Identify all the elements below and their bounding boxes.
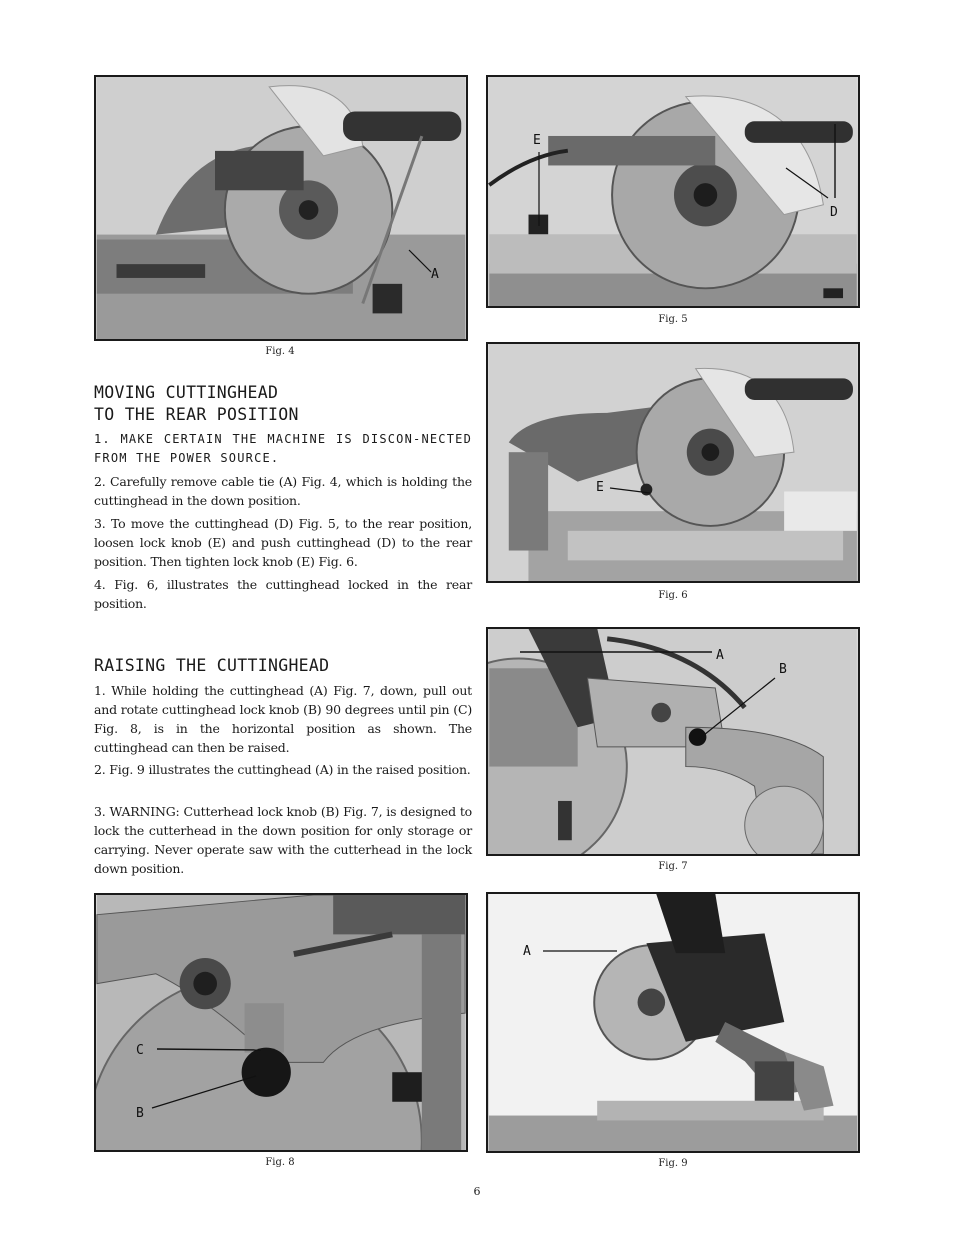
section2-step1: 1. While holding the cuttinghead (A) Fig. 7, down, pull out and rotate cuttinghead lock knob (B) 90 degrees until pin (C) Fig. 8, is in the horizontal position as shown. The cuttinghead can then be raised. (94, 683, 472, 755)
fig5-caption: Fig. 5 (658, 314, 688, 325)
section1-heading-line1: MOVING CUTTINGHEAD (94, 383, 279, 402)
fig8-leader-line-b (150, 1072, 260, 1112)
fig6-label-e: E (596, 480, 604, 495)
fig9-leader-line-a (541, 944, 621, 958)
fig9-label-a: A (523, 944, 531, 959)
figure-4-photo (94, 75, 468, 341)
cuttinghead-raised-illustration (488, 894, 858, 1151)
fig8-label-b: B (136, 1106, 144, 1121)
section1-step1: 1. MAKE CERTAIN THE MACHINE IS DISCON-NECTED FROM THE POWER SOURCE. (94, 432, 472, 465)
fig8-caption: Fig. 8 (265, 1157, 295, 1168)
fig6-leader-line-e (608, 483, 653, 497)
page-number: 6 (473, 1185, 481, 1198)
lock-knob-closeup-illustration (488, 629, 858, 854)
miter-saw-down-illustration (96, 77, 466, 339)
figure-6-photo (486, 342, 860, 583)
fig5-label-d: D (830, 205, 838, 220)
figure-8-photo (94, 893, 468, 1152)
section1-step4: 4. Fig. 6, illustrates the cuttinghead locked in the rear position. (94, 577, 472, 611)
figure-7-photo (486, 627, 860, 856)
section2-step3: 3. WARNING: Cutterhead lock knob (B) Fig. 7, is designed to lock the cutterhead in the down position for only storage or carrying. Never operate saw with the cutterhead in the lock down position. (94, 804, 472, 876)
section1-step2: 2. Carefully remove cable tie (A) Fig. 4, which is holding the cuttinghead in the down position. (94, 474, 472, 508)
fig7-leader-line-a (518, 645, 718, 659)
cuttinghead-rear-locked-illustration (488, 344, 858, 581)
fig4-caption: Fig. 4 (265, 346, 295, 357)
fig8-label-c: C (136, 1043, 144, 1058)
fig5-leader-line-d (780, 120, 840, 205)
fig4-leader-line-a (405, 248, 435, 278)
section1-heading-line2: TO THE REAR POSITION (94, 405, 299, 424)
fig5-label-e: E (533, 133, 541, 148)
fig5-leader-line-e (533, 150, 547, 230)
section2-step2: 2. Fig. 9 illustrates the cuttinghead (A) in the raised position. (94, 762, 471, 777)
fig7-leader-line-b (695, 675, 780, 745)
section2-heading: RAISING THE CUTTINGHEAD (94, 656, 330, 675)
fig7-label-b: B (779, 662, 787, 677)
fig7-label-a: A (716, 648, 724, 663)
figure-9-photo (486, 892, 860, 1153)
fig9-caption: Fig. 9 (658, 1158, 688, 1169)
fig4-label-a: A (431, 267, 439, 282)
fig6-caption: Fig. 6 (658, 590, 688, 601)
fig7-caption: Fig. 7 (658, 861, 688, 872)
section1-step3: 3. To move the cuttinghead (D) Fig. 5, to the rear position, loosen lock knob (E) and push cuttinghead (D) to the rear position. Then tighten lock knob (E) Fig. 6. (94, 516, 472, 569)
section1-heading (94, 382, 474, 426)
fig8-leader-line-c (155, 1042, 265, 1056)
